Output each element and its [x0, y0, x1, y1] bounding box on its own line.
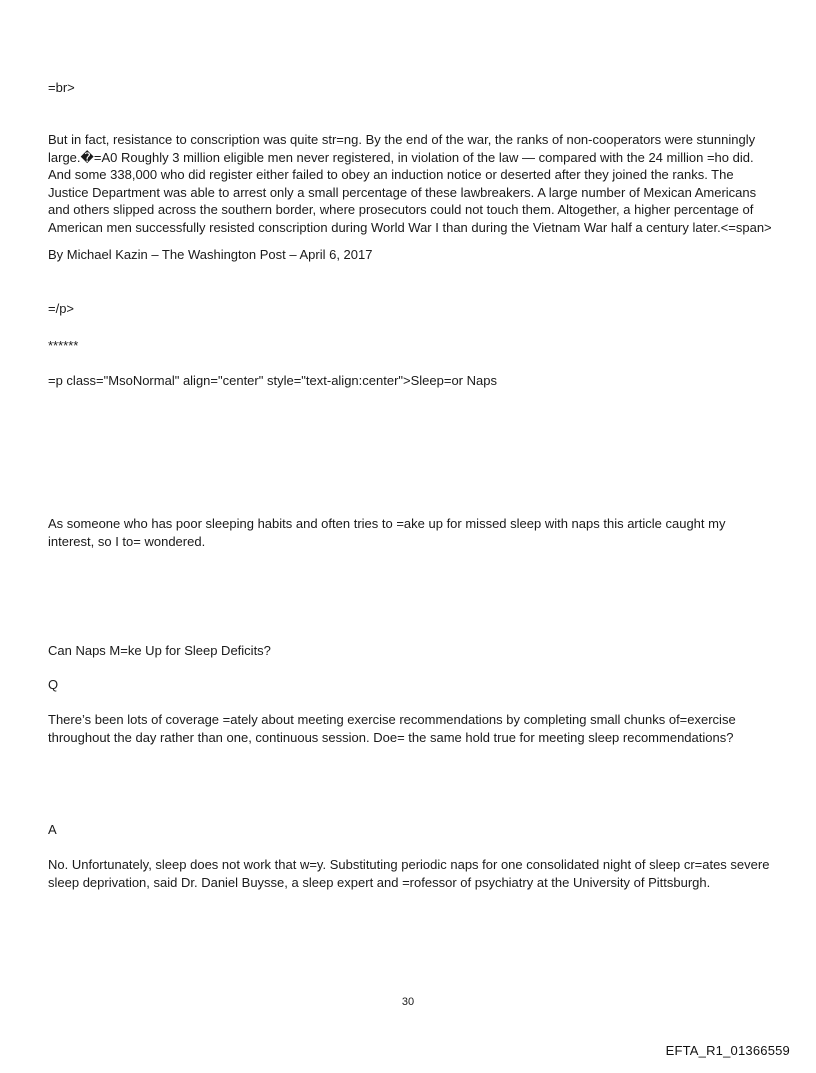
answer-paragraph: No. Unfortunately, sleep does not work that w=y. Substituting periodic naps for one consolidated night of sleep cr=ates severe sleep deprivation, said Dr. Daniel Buysse, a sleep expert and =rofessor of psychiatry at the University of Pittsburgh.: [48, 857, 770, 890]
a-label: A: [48, 822, 57, 837]
conscription-paragraph: But in fact, resistance to conscription was quite str=ng. By the end of the war, the ranks of non-cooperators were stunningly large.�=A0 Roughly 3 million eligible men never registered, in violation of the law — compared with the 24 million =ho did. And some 338,000 who did register either failed to obey an induction notice or deserted after they joined the ranks. The Justice Department was able to arrest only a small percentage of these lawbreakers. A large number of Mexican Americans and others slipped across the southern border, where prosecutors could not touch them. Altogether, a higher percentage of American men successfully resisted conscription during World War I than during the Vietnam War half a century later.<=span>: [48, 132, 772, 235]
question-paragraph: There’s been lots of coverage =ately about meeting exercise recommendations by completing small chunks of=exercise throughout the day rather than one, continuous session. Doe= the same hold true for meeting sleep recommendations?: [48, 712, 736, 745]
byline: By Michael Kazin – The Washington Post – April 6, 2017: [48, 247, 373, 262]
question-title: Can Naps M=ke Up for Sleep Deficits?: [48, 643, 271, 658]
q-label: Q: [48, 677, 59, 692]
separator: ******: [48, 338, 79, 353]
br-tag-text: =br>: [48, 80, 75, 95]
intro-paragraph: As someone who has poor sleeping habits and often tries to =ake up for missed sleep with naps this article caught my interest, so I to= wondered.: [48, 516, 726, 549]
page-number: 30: [401, 996, 415, 1008]
bates-number: EFTA_R1_01366559: [665, 1043, 790, 1058]
p-close-tag-text: =/p>: [48, 301, 75, 316]
sleep-heading-raw: =p class="MsoNormal" align="center" style="text-align:center">Sleep=or Naps: [48, 373, 497, 388]
